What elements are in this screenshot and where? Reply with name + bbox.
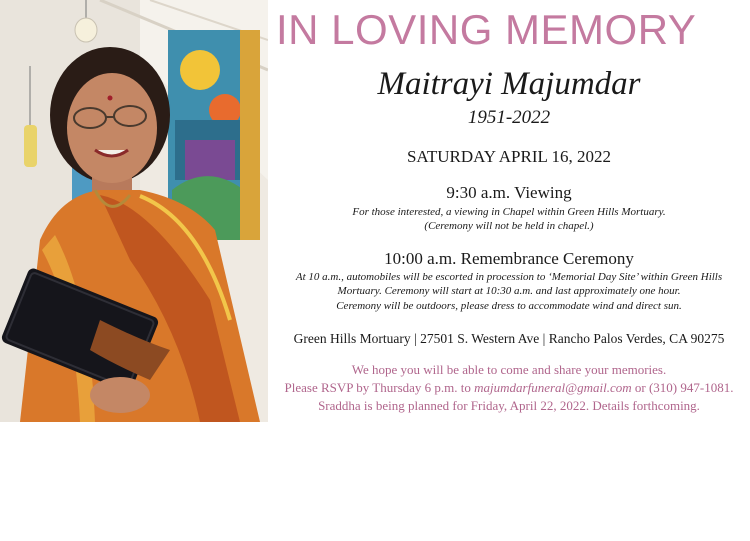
- closing-line-sraddha: Sraddha is being planned for Friday, April 22, 2022. Details forthcoming.: [318, 398, 700, 413]
- portrait-photo: [0, 0, 268, 422]
- viewing-note: [278, 205, 740, 234]
- rsvp-text: Please RSVP by Thursday 6 p.m. to: [284, 380, 475, 395]
- ceremony-note-line: At 10 a.m., automobiles will be escorted in procession to ‘Memorial Day Site’ within Green Hills: [295, 271, 723, 283]
- ceremony-note: [278, 270, 740, 313]
- deceased-name: Maitrayi Majumdar: [377, 66, 641, 102]
- rsvp-email-link[interactable]: majumdarfuneral@gmail.com: [474, 380, 632, 395]
- ceremony-note-line: Mortuary. Ceremony will start at 10:30 a.m. and last approximately one hour.: [337, 285, 681, 298]
- closing-line-memories: We hope you will be able to come and share your memories.: [351, 362, 667, 377]
- service-date: SATURDAY APRIL 16, 2022: [406, 147, 612, 166]
- viewing-note-line: (Ceremony will not be held in chapel.): [424, 220, 594, 233]
- viewing-title: 9:30 a.m. Viewing: [446, 183, 572, 202]
- closing-line-rsvp: [268, 380, 750, 396]
- mortuary-address: Green Hills Mortuary | 27501 S. Western Ave | Rancho Palos Verdes, CA 90275: [293, 331, 725, 346]
- rsvp-phone-text: or (310) 947-1081.: [631, 380, 734, 395]
- viewing-note-line: For those interested, a viewing in Chapel within Green Hills Mortuary.: [352, 206, 666, 218]
- ceremony-title: 10:00 a.m. Remembrance Ceremony: [384, 249, 634, 268]
- life-years: 1951-2022: [467, 107, 551, 128]
- heading-in-loving-memory: IN LOVING MEMORY: [276, 6, 697, 53]
- ceremony-note-line: Ceremony will be outdoors, please dress to accommodate wind and direct sun.: [336, 299, 682, 312]
